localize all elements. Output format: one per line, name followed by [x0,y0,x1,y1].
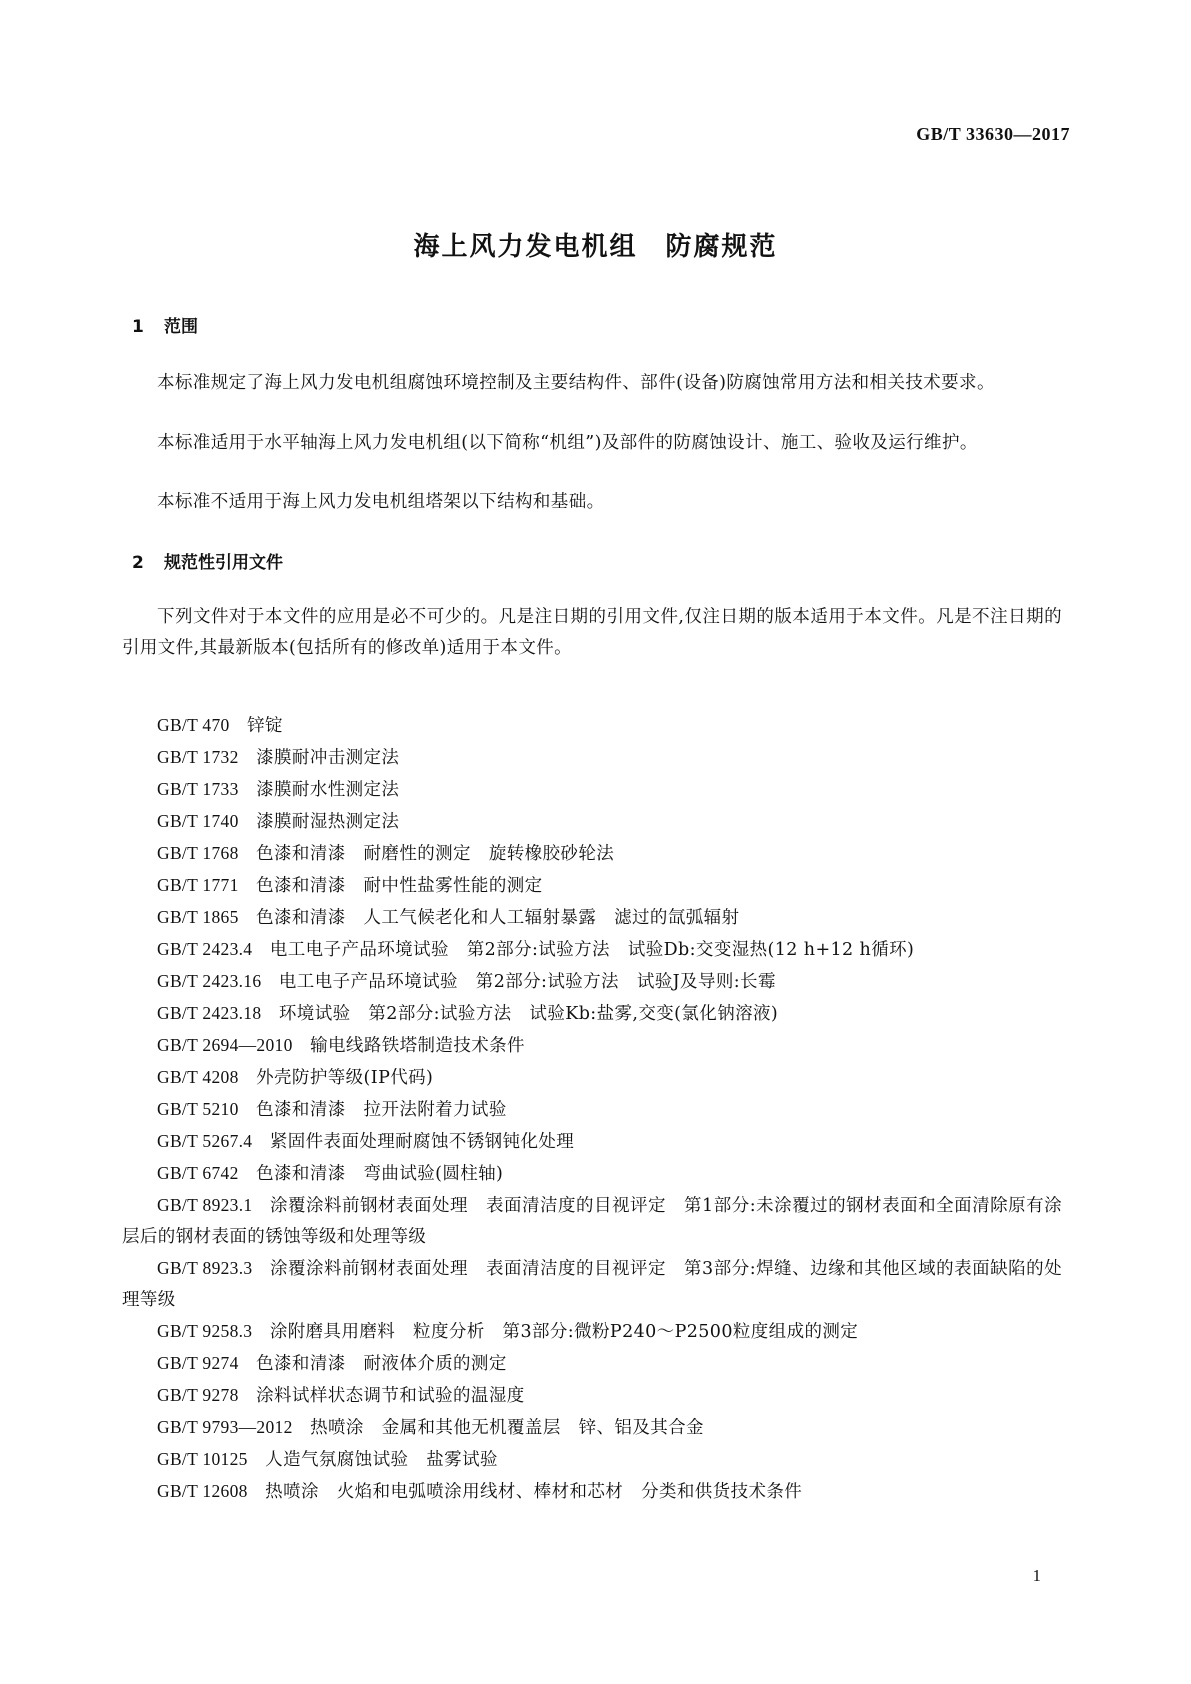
reference-title: 环境试验 第2部分:试验方法 试验Kb:盐雾,交变(氯化钠溶液) [278,1004,779,1024]
reference-title: 漆膜耐水性测定法 [256,780,400,800]
reference-title: 涂附磨具用磨料 粒度分析 第3部分:微粉P240～P2500粒度组成的测定 [269,1322,859,1342]
reference-item [122,1316,1062,1348]
reference-item [122,1094,1062,1126]
reference-code: GB/T 6742 [157,1163,239,1183]
reference-item [122,1348,1062,1380]
reference-title: 涂料试样状态调节和试验的温湿度 [256,1386,525,1406]
reference-code: GB/T 5210 [157,1099,239,1119]
reference-item [122,1412,1062,1444]
reference-item [122,902,1062,934]
reference-code: GB/T 2694—2010 [157,1035,293,1055]
reference-title: 色漆和清漆 人工气候老化和人工辐射暴露 滤过的氙弧辐射 [256,908,740,928]
scope-paragraph: 本标准适用于水平轴海上风力发电机组(以下简称“机组”)及部件的防腐蚀设计、施工、验收及运行维护。 [157,433,978,453]
reference-item [122,870,1062,902]
reference-item [122,1253,1062,1316]
reference-item [122,742,1062,774]
reference-item [122,774,1062,806]
reference-title: 色漆和清漆 耐磨性的测定 旋转橡胶砂轮法 [256,844,615,864]
reference-title: 锌锭 [247,716,283,736]
reference-title: 色漆和清漆 耐中性盐雾性能的测定 [256,876,543,896]
reference-code: GB/T 8923.1 [157,1195,253,1215]
reference-item [122,1030,1062,1062]
reference-item [122,998,1062,1030]
reference-title: 热喷涂 火焰和电弧喷涂用线材、棒材和芯材 分类和供货技术条件 [265,1482,803,1502]
reference-code: GB/T 1733 [157,779,239,799]
reference-code: GB/T 12608 [157,1481,248,1501]
reference-item [122,966,1062,998]
reference-title: 电工电子产品环境试验 第2部分:试验方法 试验J及导则:长霉 [278,972,776,992]
reference-item [122,1062,1062,1094]
reference-title: 色漆和清漆 拉开法附着力试验 [256,1100,507,1120]
document-title: 海上风力发电机组 防腐规范 [413,232,778,262]
reference-code: GB/T 2423.4 [157,939,253,959]
reference-code: GB/T 2423.18 [157,1003,262,1023]
reference-item [122,806,1062,838]
reference-code: GB/T 10125 [157,1449,248,1469]
section-title: 范围 [164,317,198,337]
reference-code: GB/T 470 [157,715,230,735]
section-number: 1 [132,317,144,337]
reference-item [122,1126,1062,1158]
reference-item [122,710,1062,742]
reference-list [122,710,1062,1508]
reference-code: GB/T 1732 [157,747,239,767]
reference-title: 输电线路铁塔制造技术条件 [310,1036,525,1056]
section-2-heading [132,548,283,573]
page-number: 1 [1032,1566,1041,1585]
reference-title: 热喷涂 金属和其他无机覆盖层 锌、铝及其合金 [310,1418,704,1438]
scope-paragraph: 本标准规定了海上风力发电机组腐蚀环境控制及主要结构件、部件(设备)防腐蚀常用方法和相关技术要求。 [157,373,995,393]
reference-code: GB/T 9258.3 [157,1321,253,1341]
section-1-heading [132,312,198,337]
reference-title: 色漆和清漆 弯曲试验(圆柱轴) [256,1164,504,1184]
reference-item [122,934,1062,966]
reference-title: 电工电子产品环境试验 第2部分:试验方法 试验Db:交变湿热(12 h+12 h循环) [269,940,915,960]
reference-title: 涂覆涂料前钢材表面处理 表面清洁度的目视评定 第3部分:焊缝、边缘和其他区域的表面缺陷的处理等级 [122,1259,1062,1310]
reference-item [122,1158,1062,1190]
reference-item [122,1476,1062,1508]
scope-paragraph: 本标准不适用于海上风力发电机组塔架以下结构和基础。 [157,492,605,512]
section-number: 2 [132,553,144,573]
reference-code: GB/T 4208 [157,1067,239,1087]
reference-item [122,1190,1062,1253]
reference-title: 涂覆涂料前钢材表面处理 表面清洁度的目视评定 第1部分:未涂覆过的钢材表面和全面清除原有涂层后的钢材表面的锈蚀等级和处理等级 [122,1196,1062,1247]
reference-code: GB/T 9278 [157,1385,239,1405]
reference-code: GB/T 1771 [157,875,239,895]
reference-item [122,1444,1062,1476]
references-intro: 下列文件对于本文件的应用是必不可少的。凡是注日期的引用文件,仅注日期的版本适用于本文件。凡是不注日期的引用文件,其最新版本(包括所有的修改单)适用于本文件。 [122,607,1062,658]
reference-code: GB/T 8923.3 [157,1258,253,1278]
reference-code: GB/T 2423.16 [157,971,262,991]
reference-title: 漆膜耐湿热测定法 [256,812,400,832]
standard-code: GB/T 33630—2017 [916,124,1070,144]
reference-title: 紧固件表面处理耐腐蚀不锈钢钝化处理 [269,1132,575,1152]
section-title: 规范性引用文件 [164,553,283,573]
reference-code: GB/T 1740 [157,811,239,831]
reference-title: 外壳防护等级(IP代码) [256,1068,434,1088]
reference-code: GB/T 1865 [157,907,239,927]
reference-code: GB/T 9793—2012 [157,1417,293,1437]
reference-code: GB/T 9274 [157,1353,239,1373]
reference-title: 色漆和清漆 耐液体介质的测定 [256,1354,507,1374]
reference-code: GB/T 5267.4 [157,1131,253,1151]
reference-code: GB/T 1768 [157,843,239,863]
reference-title: 漆膜耐冲击测定法 [256,748,400,768]
reference-item [122,838,1062,870]
reference-item [122,1380,1062,1412]
reference-title: 人造气氛腐蚀试验 盐雾试验 [265,1450,498,1470]
